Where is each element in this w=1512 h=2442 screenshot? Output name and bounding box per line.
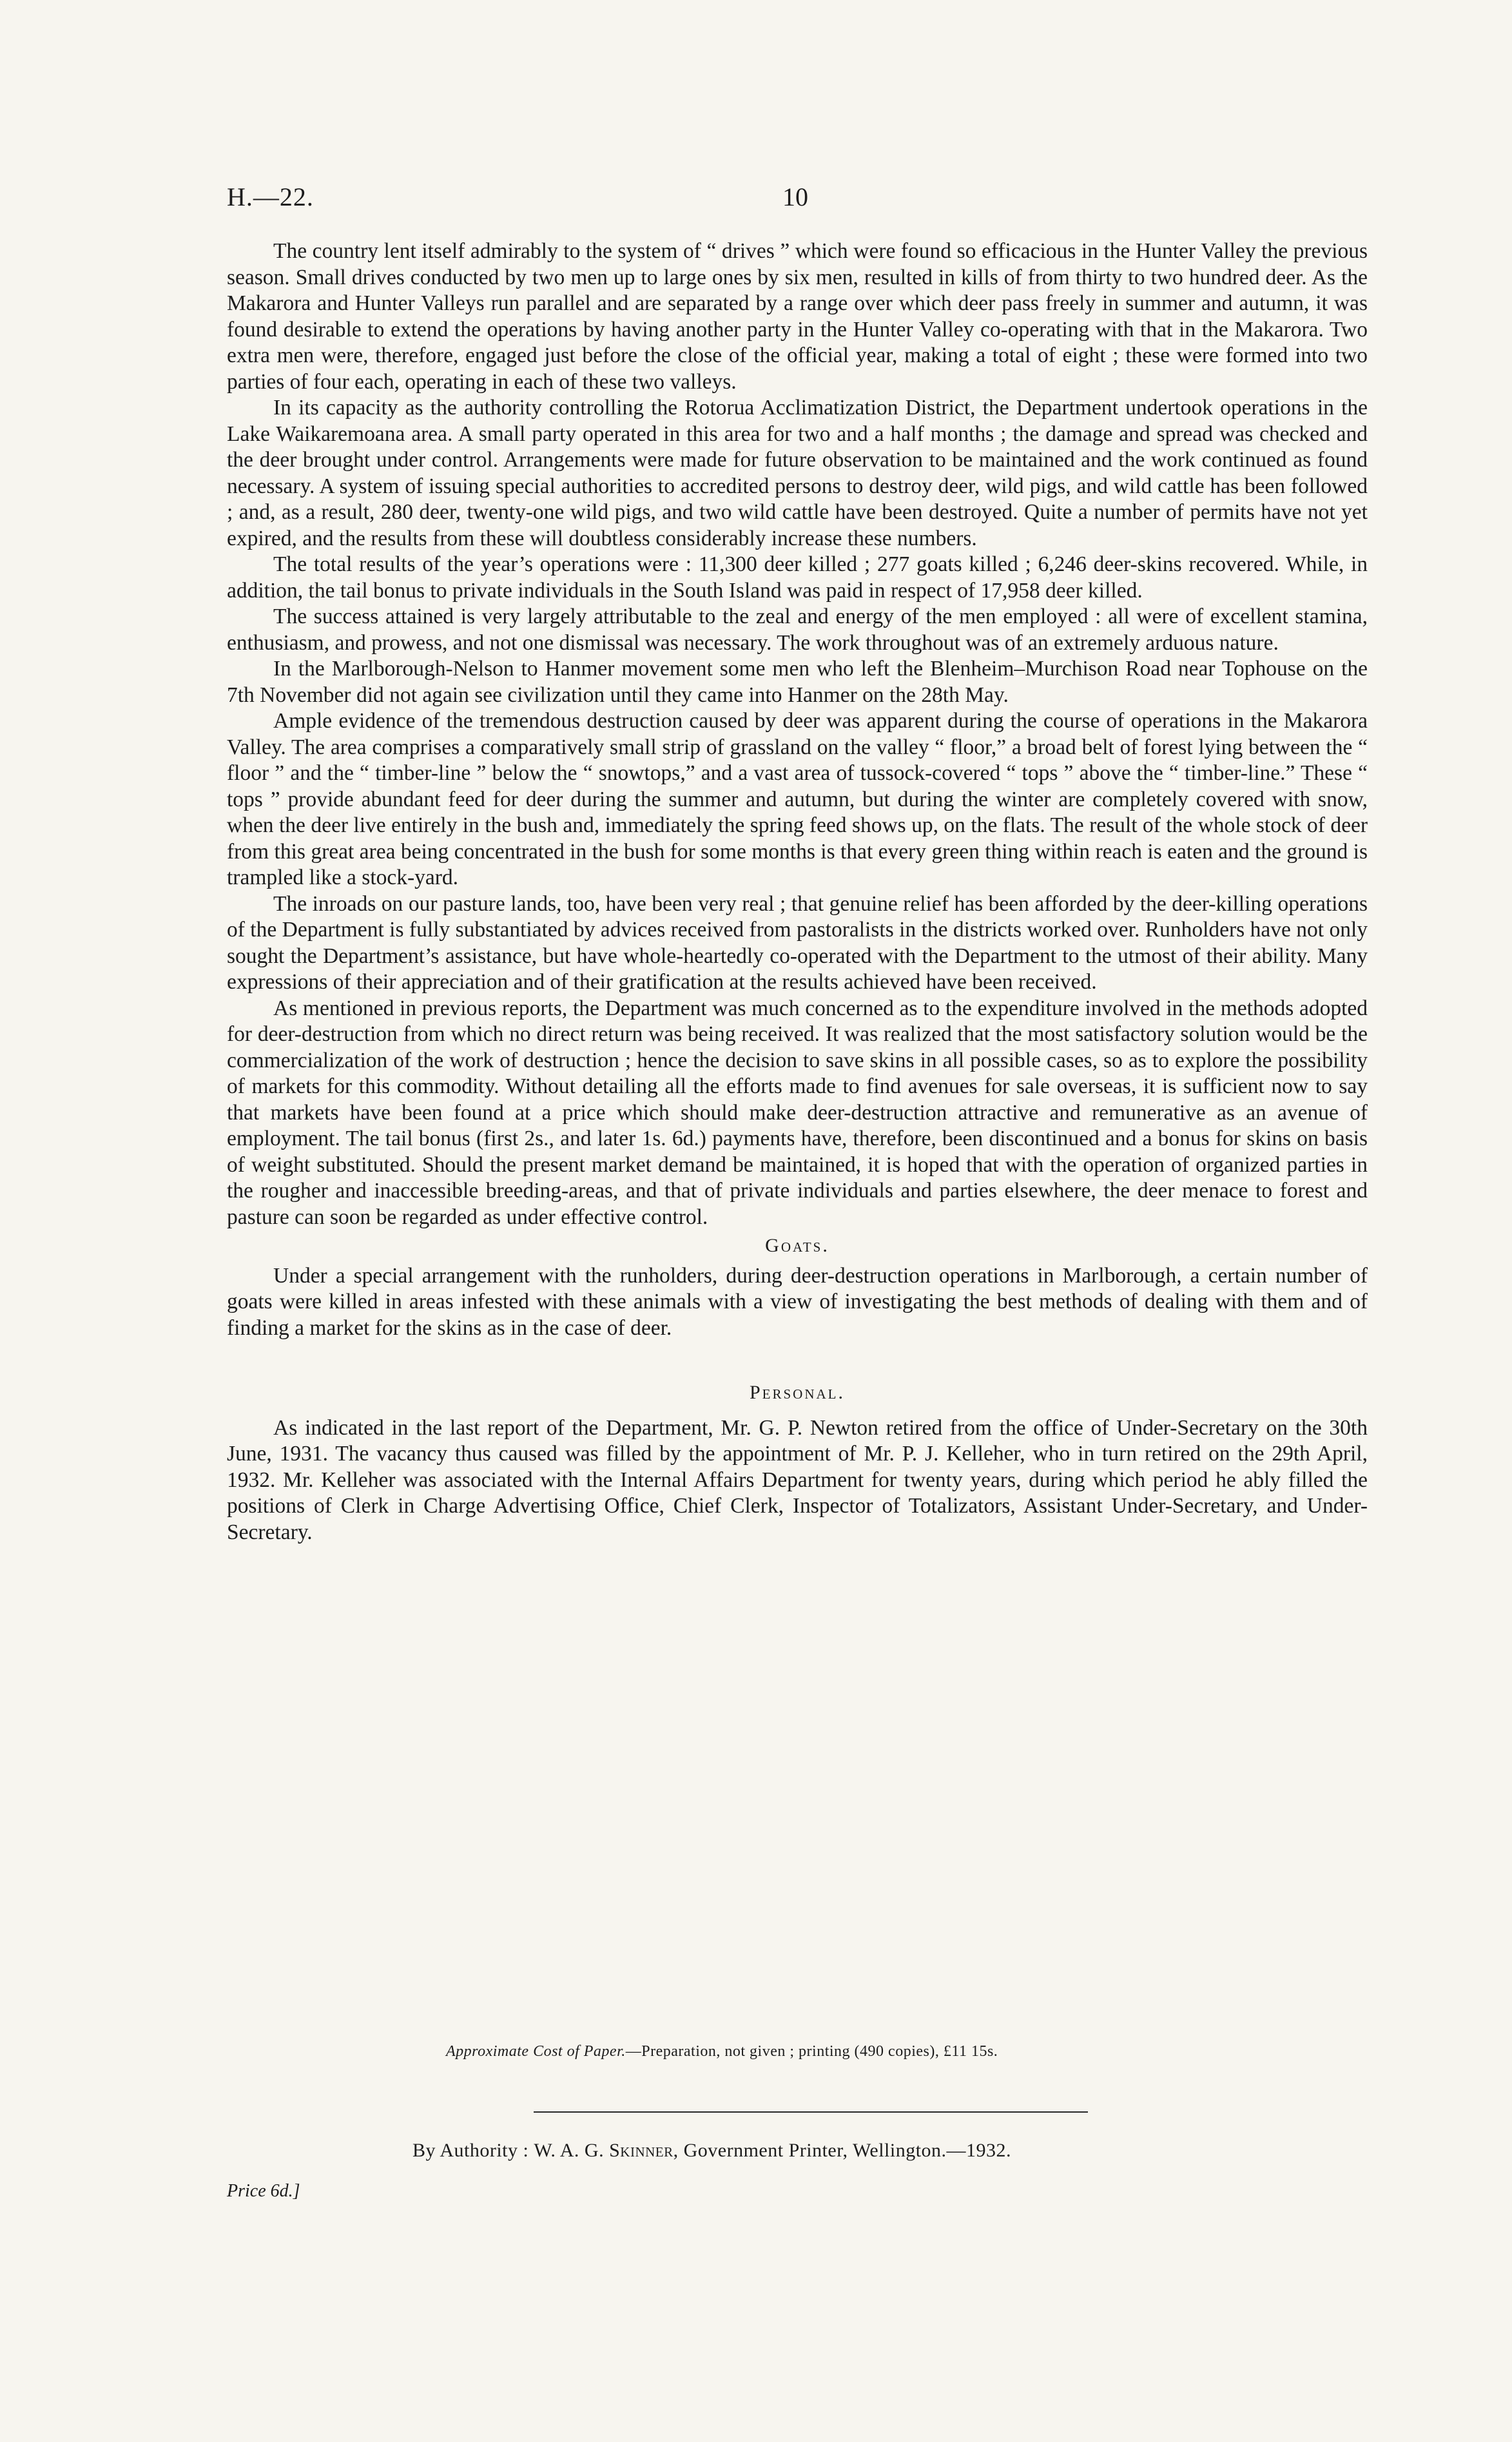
authority-prefix: By Authority : bbox=[412, 2140, 529, 2161]
page-header bbox=[227, 182, 1368, 220]
paper-cost-label: Approximate Cost of Paper. bbox=[446, 2043, 626, 2060]
paragraph-success: The success attained is very largely attributable to the zeal and energy of the men employed : all were of excellent stamina, enthusiasm, and prowess, and not one dismissal was necessary. The work throughout was of an extremely arduous nature. bbox=[227, 605, 1368, 655]
personal-paragraph: As indicated in the last report of the Department, Mr. G. P. Newton retired from the office of Under-Secretary on the 30th June, 1931. The vacancy thus caused was filled by the appointment of Mr. P. J. Kelleher, who in turn retired on the 29th April, 1932. Mr. Kelleher was associated with the Internal Affairs Department for twenty years, during which period he ably filled the positions of Clerk in Charge Advertising Office, Chief Clerk, Inspector of Totalizators, Assistant Under-Secretary, and Under-Secretary. bbox=[227, 1415, 1368, 1544]
paragraph-rotorua: In its capacity as the authority controlling the Rotorua Acclimatization District, the Department undertook operations in the Lake Waikaremoana area. A small party operated in this area for two and a half months ; the damage and spread was checked and the deer brought under control. Arrangements were made for future observation to be maintained and the work continued as found necessary. A system of issuing special authorities to accredited persons to destroy deer, wild pigs, and wild cattle has been followed ; and, as a result, 280 deer, twenty-one wild pigs, and two wild cattle have been destroyed. Quite a number of permits have not yet expired, and the results from these will doubtless considerably increase these numbers. bbox=[227, 396, 1368, 550]
goats-paragraph: Under a special arrangement with the runholders, during deer-destruction operations in Marlborough, a certain number of goats were killed in areas infested with these animals with a view of investigating the best methods of dealing with them and of finding a market for the skins as in the case of deer. bbox=[227, 1263, 1368, 1340]
paragraph-expenditure: As mentioned in previous reports, the Department was much concerned as to the expenditure involved in the methods adopted for deer-destruction from which no direct return was being received. It was realized that the most satisfactory solution would be the commercialization of the work of destruction ; hence the decision to save skins in all possible cases, so as to explore the possibility of markets for this commodity. Without detailing all the efforts made to find avenues for sale overseas, it is sufficient now to say that markets have been found at a price which should make deer-destruction attractive and remunerative as an avenue of employment. The tail bonus (first 2s., and later 1s. 6d.) payments have, therefore, been discontinued and a bonus for skins on basis of weight substituted. Should the present market demand be maintained, it is hoped that with the operation of organized parties in the rougher and inaccessible breeding-areas, and that of private individuals and parties elsewhere, the deer menace to forest and pasture can soon be regarded as under effective control. bbox=[227, 996, 1368, 1229]
paragraph-marlborough-nelson: In the Marlborough-Nelson to Hanmer movement some men who left the Blenheim–Murchison Road near Tophouse on the 7th November did not again see civilization until they came into Hanmer on the 28th May. bbox=[227, 657, 1368, 707]
document-reference: H.—22. bbox=[227, 182, 314, 211]
footer-divider bbox=[534, 2111, 1088, 2113]
authority-suffix: , Government Printer, Wellington.—1932. bbox=[673, 2140, 1012, 2161]
paper-cost-note bbox=[446, 2043, 998, 2060]
printer-name: W. A. G. Skinner bbox=[534, 2140, 674, 2161]
personal-heading: Personal. bbox=[749, 1382, 846, 1403]
paragraph-drives: The country lent itself admirably to the system of “ drives ” which were found so efficacious in the Hunter Valley the previous season. Small drives conducted by two men up to large ones by six men, resulted in kills of from thirty to two hundred deer. As the Makarora and Hunter Valleys run parallel and are separated by a range over which deer pass freely in summer and autumn, it was found desirable to extend the operations by having another party in the Hunter Valley co-operating with that in the Makarora. Two extra men were, therefore, engaged just before the close of the official year, making a total of eight ; these were formed into two parties of four each, operating in each of these two valleys. bbox=[227, 239, 1368, 394]
paragraph-total-results: The total results of the year’s operations were : 11,300 deer killed ; 277 goats killed ; 6,246 deer-skins recovered. While, in addition, the tail bonus to private individuals in the South Island was paid in respect of 17,958 deer killed. bbox=[227, 552, 1368, 603]
body-text bbox=[227, 238, 1368, 1546]
paragraph-pasture-inroads: The inroads on our pasture lands, too, have been very real ; that genuine relief has been afforded by the deer-killing operations of the Department is fully substantiated by advices received from pastoralists in the districts worked over. Runholders have not only sought the Department’s assistance, but have whole-heartedly co-operated with the Department to the utmost of their ability. Many expressions of their appreciation and of their gratification at the results achieved have been received. bbox=[227, 891, 1368, 994]
price-label: Price 6d.] bbox=[227, 2181, 300, 2201]
goats-heading: Goats. bbox=[765, 1235, 829, 1256]
page-number: 10 bbox=[782, 182, 808, 211]
paragraph-makarora-evidence: Ample evidence of the tremendous destruction caused by deer was apparent during the course of operations in the Makarora Valley. The area comprises a comparatively small strip of grassland on the valley “ floor,” a broad belt of forest lying between the “ floor ” and the “ timber-line ” below the “ snowtops,” and a vast area of tussock-covered “ tops ” above the “ timber-line.” These “ tops ” provide abundant feed for deer during the summer and autumn, but during the winter are completely covered with snow, when the deer live entirely in the bush and, immediately the spring feed shows up, on the flats. The result of the whole stock of deer from this great area being concentrated in the bush for some months is that every green thing within reach is eaten and the ground is trampled like a stock-yard. bbox=[227, 709, 1368, 889]
paper-cost-text: —Preparation, not given ; printing (490 copies), £11 15s. bbox=[625, 2043, 998, 2060]
printer-authority-line bbox=[412, 2140, 1011, 2162]
